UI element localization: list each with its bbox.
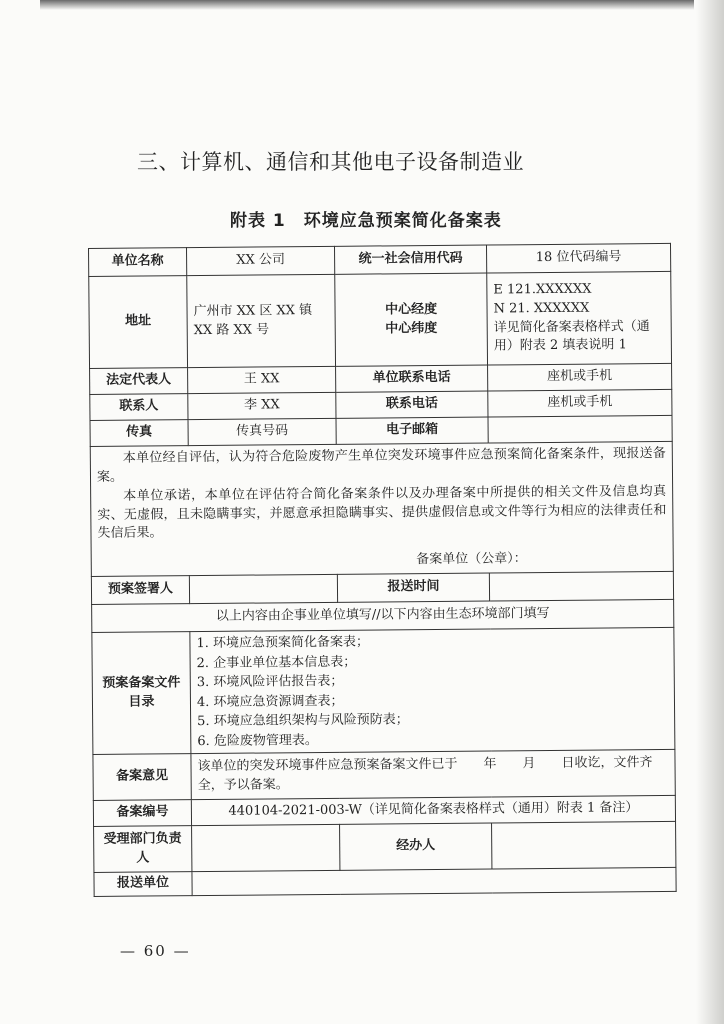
submit-time-value [489,571,673,601]
legal-rep-label: 法定代表人 [90,368,188,395]
longitude-label: 中心经度 [384,301,438,318]
table-row [92,627,675,754]
stamp-line: 备案单位（公章）： [416,551,527,568]
scan-edge-right [696,0,724,1024]
record-no-label: 备案编号 [93,800,191,827]
handler-value [492,821,676,869]
coords-value-cell [487,271,672,365]
list-item: 3. 环境风险评估报告表； [196,673,344,691]
latitude-label: 中心纬度 [385,320,438,336]
email-label: 电子邮箱 [336,417,488,444]
contact-phone-label: 联系电话 [336,391,488,418]
credit-code-label: 统一社会信用代码 [334,245,486,274]
coords-label-cell [335,273,488,366]
statement-paragraph-1: 本单位经自评估，认为符合危险废物产生单位突发环境事件应急预案简化备案条件，现报送备案。 [96,445,666,485]
coords-note: 详见简化备案表格样式（通用）附表 2 填表说明 1 [493,318,650,354]
address-value: 广州市 XX 区 XX 镇 XX 路 XX 号 [187,274,336,367]
contact-label: 联系人 [90,394,188,421]
latitude-value: N 21. XXXXXX [493,300,590,317]
opinion-label: 备案意见 [93,754,191,801]
unit-name-label: 单位名称 [89,248,187,277]
report-unit-value [192,867,676,895]
section-divider: 以上内容由企事业单位填写//以下内容由生态环境部门填写 [92,599,674,632]
credit-code-value: 18 位代码编号 [486,243,670,273]
submit-time-label: 报送时间 [337,573,489,602]
record-no-value: 440104-2021-003-W（详见简化备案表格样式（通用）附表 1 备注） [191,795,675,825]
legal-rep-value: 王 XX [188,366,336,393]
table-row [90,441,673,576]
fax-label: 传真 [90,420,188,447]
statement-paragraph-2: 本单位承诺，本单位在评估符合简化备案条件以及办理备案中所提供的相关文件及信息均真实、无虚假，且未隐瞒事实，并愿意承担隐瞒事实、提供虚假信息或文件等行为相应的法律责任和失信后果。 [97,483,667,542]
address-label: 地址 [89,276,188,369]
table-row [94,821,676,872]
fax-value: 传真号码 [188,418,336,445]
filing-form-table [88,243,677,897]
list-item: 5. 环境应急组织架构与风险预防表； [197,712,409,730]
opinion-text: 该单位的突发环境事件应急预案备案文件已于 年 月 日收讫，文件齐全，予以备案。 [191,749,675,799]
unit-name-value: XX 公司 [187,246,335,275]
report-unit-label: 报送单位 [94,872,192,897]
self-assessment-statement [90,441,673,576]
signer-value [189,574,337,603]
unit-phone-value: 座机或手机 [488,363,672,391]
page-number: — 60 — [120,942,191,960]
table-row [93,749,675,800]
signer-label: 预案签署人 [91,576,189,605]
file-list [190,627,675,753]
table-title: 附表 1 环境应急预案简化备案表 [230,211,502,231]
scan-edge-top [40,0,694,10]
dept-head-label: 受理部门负责人 [94,826,192,873]
longitude-value: E 121.XXXXXX [493,281,592,298]
dept-head-value [192,824,340,871]
contact-value: 李 XX [188,392,336,419]
section-title: 三、计算机、通信和其他电子设备制造业 [137,150,524,174]
table-row [89,271,672,368]
list-item: 1. 环境应急预案简化备案表； [196,634,370,652]
unit-phone-label: 单位联系电话 [336,365,488,392]
handler-label: 经办人 [340,823,492,870]
list-item: 6. 危险废物管理表。 [197,732,318,749]
table-row [94,867,676,896]
file-list-label: 预案备案文件目录 [92,632,191,755]
list-item: 4. 环境应急资源调查表； [196,693,344,710]
contact-phone-value: 座机或手机 [488,389,672,417]
list-item: 2. 企事业单位基本信息表； [196,654,357,671]
email-value [488,415,672,443]
